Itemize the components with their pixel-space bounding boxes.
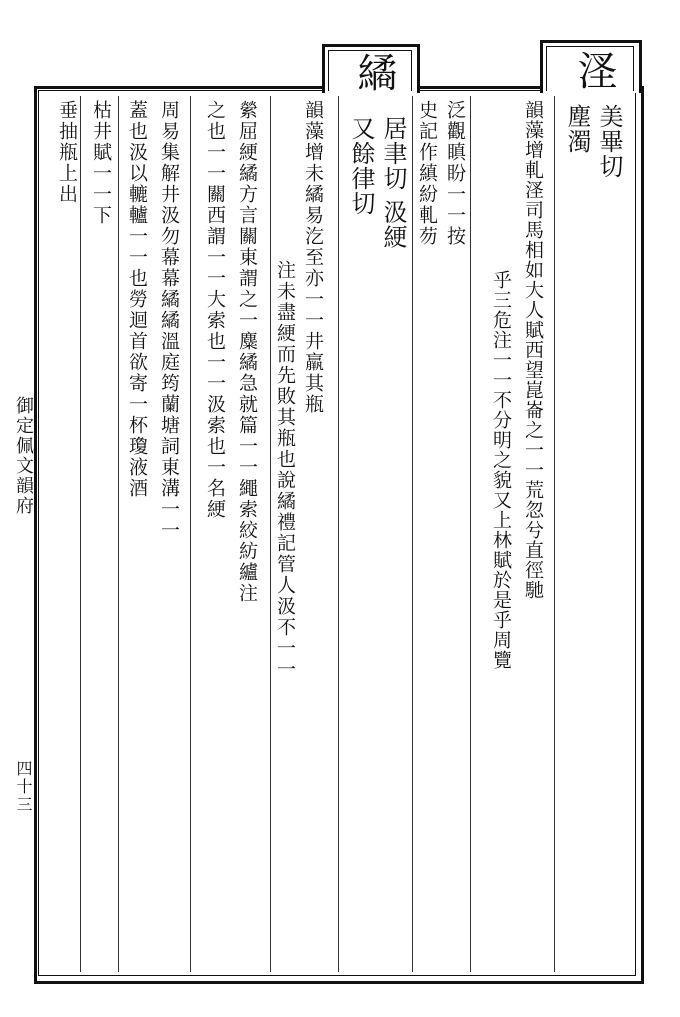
text-column: 韻藻增未繘易汔至亦一一井羸其瓶 [302,100,324,415]
headword-1: 㳗 [571,50,617,88]
column-rule [80,96,81,972]
text-column: 注未盡綆而先敗其瓶也說繘禮記管人汲不一一 [274,260,296,680]
text-column: 周易集解井汲勿幕幕繘繘溫庭筠蘭塘詞東溝一一 [158,100,180,541]
text-column: 韻藻增軋㳗司馬相如大人賦西望崑崙之一一荒忽兮直徑馳 [522,100,544,600]
column-rule [470,96,471,972]
headword-2-reading: 居聿切 汲綆 [379,116,407,250]
headword-2-gloss: 又餘律切 [347,116,375,216]
headword-2: 繘 [351,52,397,90]
headword-1-reading: 美畢切 [595,104,623,179]
text-column: 泛觀瞋盼一一按 [444,100,466,247]
book-title: 御定佩文韻府 [13,396,34,516]
column-rule [118,96,119,972]
text-column: 乎三危注一一不分明之貌又上林賦於是乎周覽 [490,270,512,670]
text-column: 縈屈綆繘方言關東謂之一麋繘急就篇一一繩索絞紡纑注 [236,100,258,604]
column-rule [338,96,339,972]
text-column: 枯井賦一一下 [90,100,112,226]
page-number: 四十三 [14,760,33,814]
text-column: 之也一一關西謂一一大索也一一汲索也一名綆 [204,100,226,520]
text-column: 垂抽瓶上出 [56,100,78,205]
column-rule [190,96,191,972]
column-rule [270,96,271,972]
text-column: 蓋也汲以轆轤一一也勞迴首欲寄一杯瓊液酒 [126,100,148,499]
text-column: 史記作縝紛軋芴 [416,100,438,247]
headword-1-gloss: 塵濁 [563,104,591,154]
column-rule [412,96,413,972]
column-rule [554,96,555,972]
